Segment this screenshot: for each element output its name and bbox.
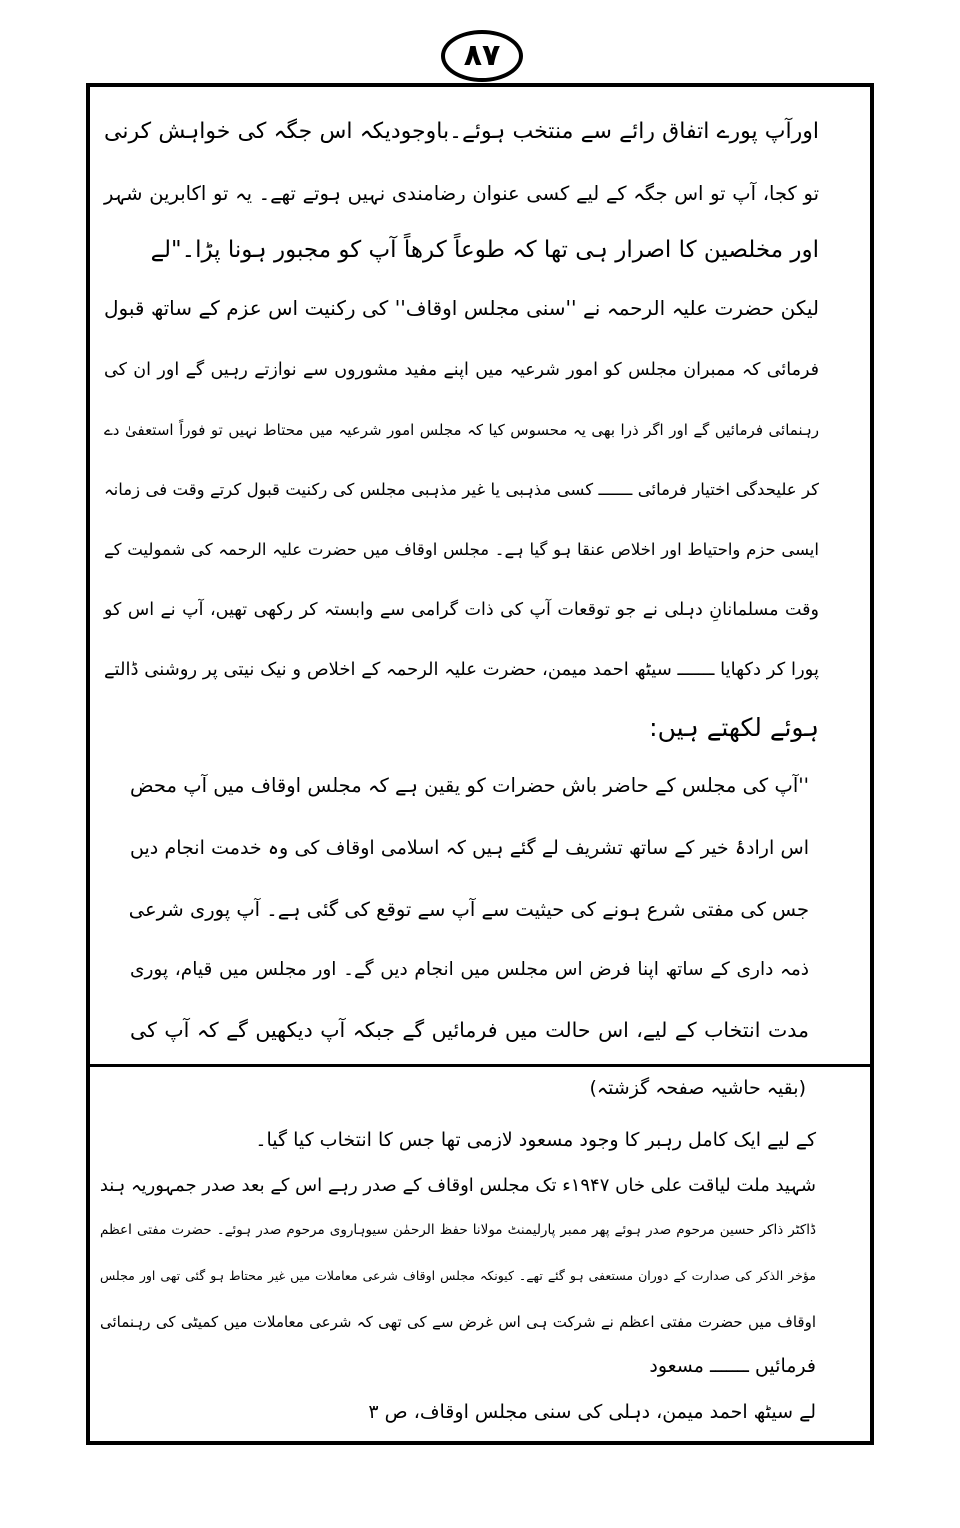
body-line: پورا کر دکھایا ـــــــ سیٹھ احمد میمن، حضرت علیہ الرحمہ کے اخلاص و نیک نیتی پر روشنی ڈالتے <box>104 659 819 680</box>
footnote-line: شہید ملت لیاقت علی خاں ۱۹۴۷ء تک مجلس اوقاف کے صدر رہے اس کے بعد صدر جمہوریہ ہند <box>99 1175 816 1196</box>
body-line: لیکن حضرت علیہ الرحمہ نے ''سنی مجلس اوقاف'' کی رکنیت اس عزم کے ساتھ قبول <box>104 296 819 320</box>
footnote-line: فرمائیں ـــــــ مسعود <box>649 1355 816 1377</box>
body-line: تو کجا، آپ تو اس جگہ کے لیے کسی عنوان رضامندی نہیں ہوتے تھے۔ یہ تو اکابرین شہر <box>104 182 819 205</box>
footnote-line: کے لیے ایک کامل رہبر کا وجود مسعود لازمی تھا جس کا انتخاب کیا گیا۔ <box>255 1129 816 1151</box>
footnote-reference: لے سیٹھ احمد میمن، دہلی کی سنی مجلس اوقاف، ص ۳ <box>368 1401 816 1423</box>
quote-line: ''آپ کی مجلس کے حاضر باش حضرات کو یقین ہے کہ مجلس اوقاف میں آپ محض <box>130 774 809 797</box>
body-line: اورآپ پورے اتفاق رائے سے منتخب ہوئے۔باوجودیکہ اس جگہ کی خواہش کرنی <box>104 119 819 144</box>
quote-line: مدت انتخاب کے لیے، اس حالت میں فرمائیں گے جبکہ آپ دیکھیں گے کہ آپ کی <box>130 1018 809 1042</box>
footnote-heading: (بقیہ حاشیہ صفحہ گزشتہ) <box>589 1077 806 1099</box>
quote-line: جس کی مفتی شرع ہونے کی حیثیت سے آپ سے توقع کی گئی ہے۔ آپ پوری شرعی <box>128 898 809 921</box>
body-line: اور مخلصین کا اصرار ہی تھا کہ طوعاً کرھاً آپ کو مجبور ہونا پڑا۔"لے <box>150 237 819 263</box>
quote-line: اس ارادۂ خیر کے ساتھ تشریف لے گئے ہیں کہ اسلامی اوقاف کی وہ خدمت انجام دیں <box>130 837 809 859</box>
body-line: کر علیحدگی اختیار فرمائی ـــــــ کسی مذہبی یا غیر مذہبی مجلس کی رکنیت قبول کرتے وقت فی زمانہ <box>104 480 819 499</box>
quote-line: ذمہ داری کے ساتھ اپنا فرض اس مجلس میں انجام دیں گے۔ اور مجلس میں قیام، پوری <box>130 959 809 980</box>
footnote-line: اوقاف میں حضرت مفتی اعظم نے شرکت ہی اس غرض سے کی تھی کہ شرعی معاملات میں کمیٹی کی رہنمائی <box>100 1313 816 1331</box>
footnote-line: ڈاکٹر ذاکر حسین مرحوم صدر ہوئے پھر ممبر پارلیمنٹ مولانا حفظ الرحمٰن سیوہاروی مرحوم صدر ہوئے۔ حضرت مفتی اعظم <box>100 1222 816 1238</box>
page-number: ۸۷ <box>463 38 501 73</box>
body-line: رہنمائی فرمائیں گے اور اگر ذرا بھی یہ محسوس کیا کہ مجلس امور شرعیہ میں محتاط نہیں تو فوراً استعفیٰ دے <box>104 421 819 439</box>
page-number-badge <box>441 30 523 82</box>
body-line: ہوئے لکھتے ہیں: <box>649 713 819 742</box>
footnote-line: مؤخر الذکر کی صدارت کے دوران مستعفی ہو گئے تھے۔ کیونکہ مجلس اوقاف شرعی معاملات میں غیر محتاط ہو گئی تھی اور مجلس <box>100 1268 816 1283</box>
body-line: فرمائی کہ ممبران مجلس کو امور شرعیہ میں اپنے مفید مشوروں سے نوازتے رہیں گے اور ان کی <box>104 360 819 380</box>
body-line: ایسی حزم واحتیاط اور اخلاص عنقا ہو گیا ہے۔ مجلس اوقاف میں حضرت علیہ الرحمہ کی شمولیت کے <box>104 540 819 559</box>
body-line: وقت مسلمانانِ دہلی نے جو توقعات آپ کی ذات گرامی سے وابستہ کر رکھی تھیں، آپ نے اس کو <box>104 600 819 620</box>
footnote-divider <box>86 1064 874 1067</box>
